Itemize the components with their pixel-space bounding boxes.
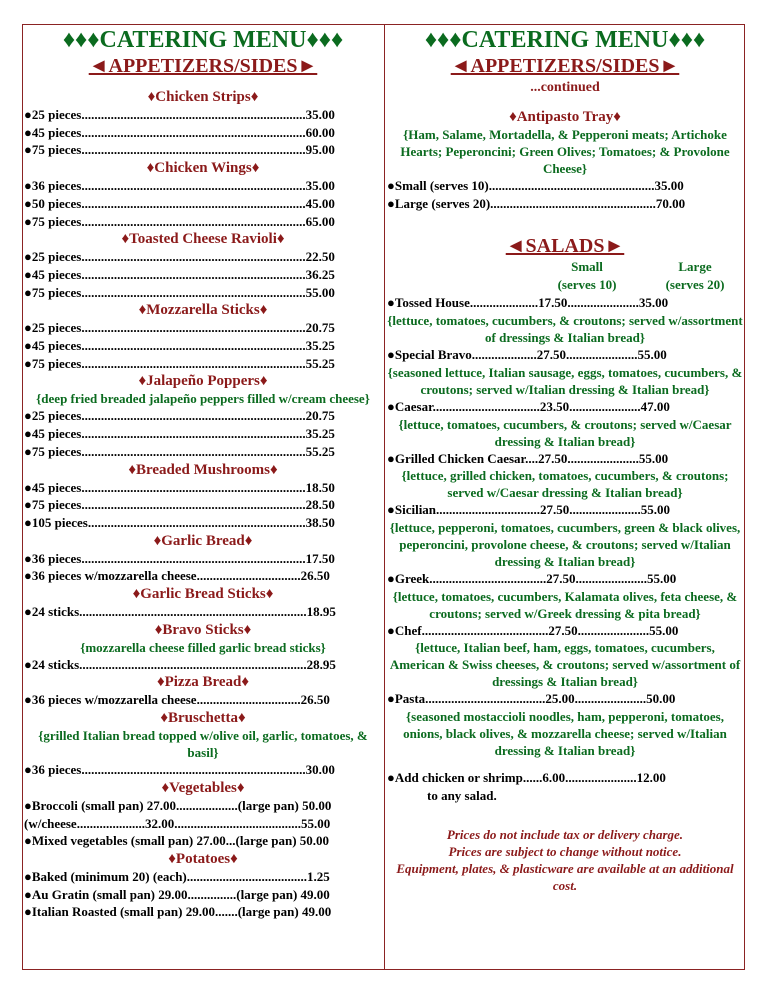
price-note: Prices do not include tax or delivery charge. xyxy=(446,827,684,843)
salad-description: {lettuce, grilled chicken, tomatoes, cucumbers, & croutons; served w/Caesar dressing & Italian bread} xyxy=(401,468,729,501)
antipasto-heading: ♦Antipasto Tray♦ xyxy=(509,109,621,125)
salad-description: {seasoned lettuce, Italian sausage, eggs, tomatoes, cucumbers, & croutons; served w/Italian dressing & Italian bread} xyxy=(387,364,743,397)
add-protein-line: ●Add chicken or shrimp......6.00......................12.00 xyxy=(387,770,666,786)
salad-line: ●Grilled Chicken Caesar....27.50......................55.00 xyxy=(387,450,669,466)
price-line: ●105 pieces...................................................................38.50 xyxy=(24,514,335,530)
salad-description: {lettuce, tomatoes, cucumbers, & croutons; served w/assortment of dressings & Italian bread} xyxy=(387,313,743,346)
price-line: ●45 pieces.....................................................................35.25 xyxy=(24,338,335,354)
appetizers-heading: ◄APPETIZERS/SIDES► xyxy=(450,55,680,77)
bravo-sticks-description: {mozzarella cheese filled garlic bread sticks} xyxy=(80,639,326,655)
price-line: ●75 pieces.....................................................................55.00 xyxy=(24,284,335,300)
salad-description: {lettuce, tomatoes, cucumbers, & croutons; served w/Caesar dressing & Italian bread} xyxy=(398,416,732,449)
price-line: ●45 pieces.....................................................................36.25 xyxy=(24,266,335,282)
price-line: ●25 pieces.....................................................................20.75 xyxy=(24,408,335,424)
price-line: ●45 pieces.....................................................................60.00 xyxy=(24,124,335,140)
chicken-strips-heading: ♦Chicken Strips♦ xyxy=(147,89,259,105)
price-line: ●75 pieces.....................................................................28.50 xyxy=(24,497,335,513)
jalapeno-heading: ♦Jalapeño Poppers♦ xyxy=(138,373,268,390)
pizza-bread-heading: ♦Pizza Bread♦ xyxy=(156,674,250,691)
price-line: ●Large (serves 20)...................................................70.00 xyxy=(387,195,686,211)
salads-heading: ◄SALADS► xyxy=(505,235,625,258)
menu-title: ♦♦♦CATERING MENU♦♦♦ xyxy=(424,27,706,53)
bruschetta-description: {grilled Italian bread topped w/olive oil, garlic, tomatoes, & basil} xyxy=(38,728,368,761)
large-serves-label: (serves 20) xyxy=(665,277,725,293)
column-divider xyxy=(384,24,385,970)
price-note: Prices are subject to change without notice. xyxy=(448,844,682,860)
price-line: ●Small (serves 10)...................................................35.00 xyxy=(387,178,684,193)
bravo-sticks-heading: ♦Bravo Sticks♦ xyxy=(154,621,252,638)
ravioli-heading: ♦Toasted Cheese Ravioli♦ xyxy=(121,231,285,248)
continued-label: ...continued xyxy=(530,80,600,95)
antipasto-description: {Ham, Salame, Mortadella, & Pepperoni meats; Artichoke Hearts; Peperoncini; Green Olives; Tomatoes; & Provolone Cheese} xyxy=(400,127,730,176)
price-line: ●Broccoli (small pan) 27.00...................(large pan) 50.00 xyxy=(24,797,332,813)
bruschetta-heading: ♦Bruschetta♦ xyxy=(160,710,246,727)
small-label: Small xyxy=(571,259,603,275)
potatoes-heading: ♦Potatoes♦ xyxy=(168,850,238,867)
salad-description: {lettuce, Italian beef, ham, eggs, tomatoes, cucumbers, American & Swiss cheeses, & croutons; served w/assortment of dressings & Italian bread} xyxy=(389,640,741,690)
right-column xyxy=(387,26,743,894)
chicken-wings-heading: ♦Chicken Wings♦ xyxy=(146,160,260,177)
price-line: ●Au Gratin (small pan) 29.00...............(large pan) 49.00 xyxy=(24,886,330,902)
price-line: ●36 pieces.....................................................................30.00 xyxy=(24,762,335,778)
salad-line: ●Sicilian................................27.50......................55.00 xyxy=(387,502,671,518)
salad-description: {seasoned mostaccioli noodles, ham, pepperoni, tomatoes, onions, black olives, & mozzarella cheese; served w/Italian dressing & Italian bread} xyxy=(403,709,727,759)
salad-description: {lettuce, pepperoni, tomatoes, cucumbers, green & black olives, peperoncini, provolone cheese, & croutons; served w/Italian dressing & Italian bread} xyxy=(389,519,741,569)
price-line: ●24 sticks......................................................................18.95 xyxy=(24,604,336,620)
mozzarella-sticks-heading: ♦Mozzarella Sticks♦ xyxy=(138,302,268,319)
price-line: ●Baked (minimum 20) (each).....................................1.25 xyxy=(24,868,330,884)
mushrooms-heading: ♦Breaded Mushrooms♦ xyxy=(128,461,278,478)
small-serves-label: (serves 10) xyxy=(557,277,617,293)
vegetables-heading: ♦Vegetables♦ xyxy=(161,779,245,796)
price-line: ●25 pieces.....................................................................20.75 xyxy=(24,320,335,336)
price-line: ●75 pieces.....................................................................55.25 xyxy=(24,443,335,459)
price-line: ●75 pieces.....................................................................55.25 xyxy=(24,355,335,371)
price-line: ●Italian Roasted (small pan) 29.00.......(large pan) 49.00 xyxy=(24,904,332,920)
jalapeno-description: {deep fried breaded jalapeño peppers filled w/cream cheese} xyxy=(36,391,370,407)
salad-line: ●Pasta.....................................25.00......................50.00 xyxy=(387,691,676,707)
price-line: (w/cheese.....................32.00.......................................55.00 xyxy=(24,815,331,831)
appetizers-heading: ◄APPETIZERS/SIDES► xyxy=(88,55,318,77)
price-line: ●24 sticks......................................................................28.95 xyxy=(24,656,336,672)
add-protein-note: to any salad. xyxy=(427,787,497,803)
price-line: ●36 pieces w/mozzarella cheese................................26.50 xyxy=(24,568,330,584)
salad-line: ●Greek....................................27.50......................55.00 xyxy=(387,570,677,586)
price-line: ●45 pieces.....................................................................35.25 xyxy=(24,426,335,442)
price-line: ●45 pieces.....................................................................18.50 xyxy=(24,479,335,495)
salad-line: ●Caesar.................................23.50......................47.00 xyxy=(387,398,670,414)
salad-line: ●Tossed House.....................17.50......................35.00 xyxy=(387,295,669,311)
left-column xyxy=(24,26,382,921)
garlic-bread-heading: ♦Garlic Bread♦ xyxy=(153,532,253,549)
price-line: ●Mixed vegetables (small pan) 27.00...(large pan) 50.00 xyxy=(24,833,330,849)
size-header xyxy=(387,258,743,294)
large-label: Large xyxy=(678,259,712,275)
menu-title: ♦♦♦CATERING MENU♦♦♦ xyxy=(62,27,344,53)
garlic-sticks-heading: ♦Garlic Bread Sticks♦ xyxy=(132,586,274,603)
salad-description: {lettuce, tomatoes, cucumbers, Kalamata olives, feta cheese, & croutons; served w/Greek dressing & pita bread} xyxy=(392,588,738,621)
salad-line: ●Chef.......................................27.50......................55.00 xyxy=(387,622,679,638)
price-line: ●25 pieces.....................................................................22.50 xyxy=(24,249,335,265)
price-note: Equipment, plates, & plasticware are available at an additional cost. xyxy=(396,861,734,894)
price-line: ●75 pieces.....................................................................95.00 xyxy=(24,142,335,158)
salad-line: ●Special Bravo....................27.50......................55.00 xyxy=(387,347,667,363)
price-line: ●75 pieces.....................................................................65.00 xyxy=(24,213,335,229)
price-line: ●36 pieces.....................................................................17.50 xyxy=(24,550,335,566)
price-line: ●25 pieces.....................................................................35.00 xyxy=(24,107,335,122)
price-line: ●36 pieces.....................................................................35.00 xyxy=(24,178,335,194)
price-line: ●36 pieces w/mozzarella cheese................................26.50 xyxy=(24,692,330,708)
price-line: ●50 pieces.....................................................................45.00 xyxy=(24,195,335,211)
